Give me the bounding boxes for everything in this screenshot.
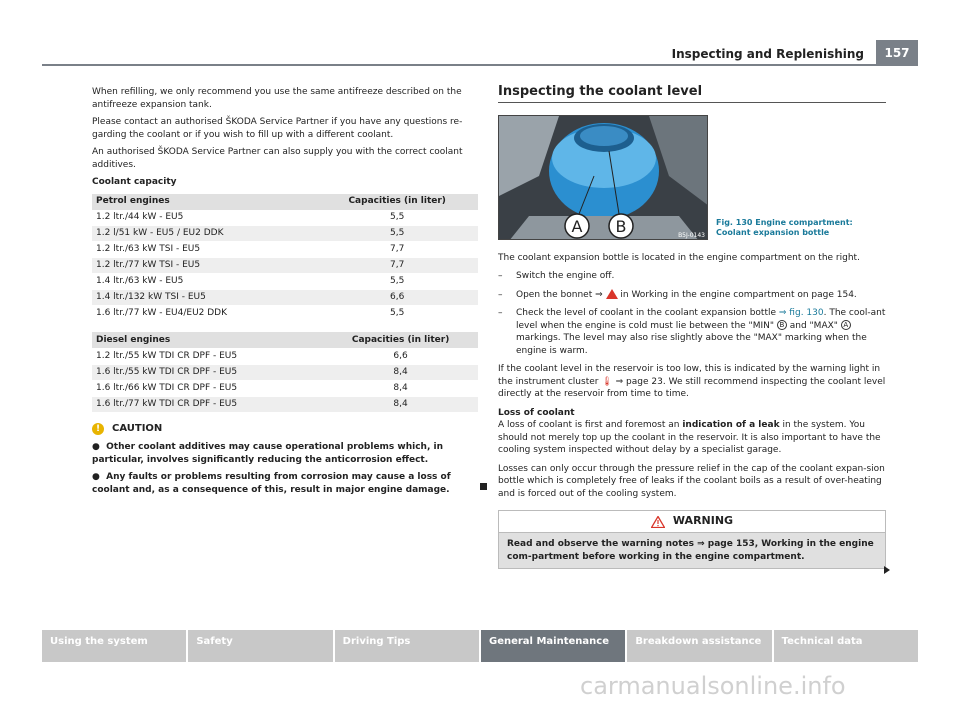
petrol-table: [92, 194, 478, 323]
paragraph: The coolant expansion bottle is located in the engine compartment on the right.: [498, 252, 860, 263]
callout-a-marker: A: [841, 320, 851, 330]
table-row: [92, 258, 478, 274]
warning-heading: [499, 511, 885, 533]
warning-box: [498, 510, 886, 569]
caution-heading: [92, 423, 478, 436]
figure-code: B5J-0143: [678, 231, 705, 239]
table-cell: 8,4: [319, 380, 478, 396]
list-item: – Open the bonnet ⇒ in Working in the engine compartment on page 154.: [498, 289, 857, 300]
tab-using-the-system[interactable]: Using the system: [42, 630, 186, 662]
caution-item: ● Other coolant additives may cause operational problems which, in particular, involves significantly reducing the anticorrosion effect.: [92, 442, 444, 465]
table-row: [92, 242, 478, 258]
table-header: Capacities (in liter): [319, 332, 478, 348]
left-column: [92, 86, 478, 501]
section-end-mark: [480, 483, 487, 490]
table-cell: 8,4: [319, 364, 478, 380]
paragraph: When refilling, we only recommend you use the same antifreeze described on the antifreeze expansion tank.: [92, 87, 462, 110]
page-header: [42, 40, 918, 66]
tab-breakdown-assistance[interactable]: Breakdown assistance: [627, 630, 771, 662]
list-item: – Check the level of coolant in the coolant expansion bottle ⇒ fig. 130. The cool-ant level when the engine is cold must lie between the "MIN" B and "MAX" A markings. The level may also rise slightly above the "MAX" marking when the engine is warm.: [498, 308, 886, 356]
engine-compartment-photo: [498, 115, 708, 240]
table-cell: 1.6 ltr./77 kW - EU4/EU2 DDK: [92, 306, 312, 322]
paragraph: Please contact an authorised ŠKODA Service Partner if you have any questions re-garding the coolant or if you wish to fill up with a different coolant.: [92, 117, 463, 140]
page-title: Inspecting and Replenishing: [671, 47, 864, 61]
warning-triangle-icon: [651, 516, 665, 528]
step-text: Switch the engine off.: [516, 271, 615, 281]
table-cell: 1.6 ltr./66 kW TDI CR DPF - EU5: [92, 380, 319, 396]
figure: [498, 115, 886, 240]
table-cell: 1.4 ltr./63 kW - EU5: [92, 274, 312, 290]
table-cell: 7,7: [312, 258, 478, 274]
table-row: [92, 306, 478, 322]
figure-link[interactable]: ⇒ fig. 130: [778, 308, 824, 318]
table-cell: 1.2 l/51 kW - EU5 / EU2 DDK: [92, 226, 312, 242]
paragraph: Losses can only occur through the pressure relief in the cap of the coolant expan-sion bottle which is completely free of leaks if the coolant boils as a result of over-heating and is forced out of the cooling system.: [498, 463, 885, 499]
table-row: [92, 396, 478, 412]
table-cell: 6,6: [319, 348, 478, 364]
table-header: Petrol engines: [92, 194, 312, 210]
step-text: Open the bonnet ⇒: [516, 289, 603, 300]
table-cell: 8,4: [319, 396, 478, 412]
footer-tabs: [42, 630, 918, 662]
table-cell: 7,7: [312, 242, 478, 258]
list-item: – Switch the engine off.: [498, 271, 615, 281]
table-cell: 1.2 ltr./63 kW TSI - EU5: [92, 242, 312, 258]
table-row: [92, 290, 478, 306]
table-cell: 5,5: [312, 274, 478, 290]
step-text: . The cool-ant level when the engine is cold must lie between the "MIN": [516, 308, 886, 331]
table-cell: 1.2 ltr./77 kW TSI - EU5: [92, 258, 312, 274]
table-cell: 1.2 ltr./44 kW - EU5: [92, 210, 312, 226]
coolant-capacity-title: Coolant capacity: [92, 177, 177, 187]
table-header: Capacities (in liter): [312, 194, 478, 210]
tab-general-maintenance[interactable]: General Maintenance: [481, 630, 625, 662]
caution-title: CAUTION: [112, 422, 163, 434]
table-cell: 5,5: [312, 210, 478, 226]
right-column: [498, 86, 886, 569]
diesel-table: [92, 332, 478, 413]
caution-text: Any faults or problems resulting from corrosion may cause a loss of coolant and, as a consequence of this, result in major engine damage.: [92, 472, 451, 495]
step-text: markings. The level may also rise slightly above the "MAX" marking when the engine is warm.: [516, 333, 867, 356]
table-cell: 6,6: [312, 290, 478, 306]
continue-arrow-icon: [884, 566, 890, 574]
exclamation-icon: !: [92, 423, 104, 435]
table-row: [92, 226, 478, 242]
coolant-warning-light-icon: 🌡: [601, 376, 613, 387]
warning-body: Read and observe the warning notes ⇒ page 153, Working in the engine com-partment before working in the engine compartment.: [499, 533, 885, 568]
table-cell: 5,5: [312, 306, 478, 322]
paragraph: A loss of coolant is first and foremost an indication of a leak in the system. You should not merely top up the coolant in the reservoir. It is also important to have the cooling system inspected without delay by a specialist garage.: [498, 420, 881, 455]
step-text: and "MAX": [789, 320, 838, 331]
section-title: Inspecting the coolant level: [498, 86, 886, 103]
tab-safety[interactable]: Safety: [188, 630, 332, 662]
table-row: [92, 210, 478, 226]
tab-driving-tips[interactable]: Driving Tips: [335, 630, 479, 662]
table-row: [92, 348, 478, 364]
table-row: [92, 364, 478, 380]
caution-item: ● Any faults or problems resulting from corrosion may cause a loss of coolant and, as a consequence of this, result in major engine damage.: [92, 472, 451, 495]
table-row: [92, 380, 478, 396]
watermark: carmanualsonline.info: [580, 672, 846, 700]
figure-caption: Fig. 130 Engine compartment: Coolant expansion bottle: [716, 217, 853, 237]
table-row: [92, 274, 478, 290]
table-cell: 1.6 ltr./77 kW TDI CR DPF - EU5: [92, 396, 319, 412]
table-cell: 5,5: [312, 226, 478, 242]
page-number: 157: [876, 40, 918, 66]
table-cell: 1.2 ltr./55 kW TDI CR DPF - EU5: [92, 348, 319, 364]
warning-triangle-icon: [606, 289, 618, 299]
callout-b: B: [615, 216, 627, 236]
step-text: Check the level of coolant in the coolant expansion bottle: [516, 308, 777, 318]
table-cell: 1.6 ltr./55 kW TDI CR DPF - EU5: [92, 364, 319, 380]
paragraph: An authorised ŠKODA Service Partner can also supply you with the correct coolant additives.: [92, 147, 463, 170]
step-text: in Working in the engine compartment on page 154.: [620, 289, 857, 300]
warning-title: WARNING: [672, 514, 734, 528]
paragraph: If the coolant level in the reservoir is too low, this is indicated by the warning light in the instrument cluster 🌡 ⇒ page 23. We still recommend inspecting the coolant level directly at the reservoir from time to time.: [498, 364, 886, 399]
callout-a: A: [571, 216, 583, 236]
table-cell: 1.4 ltr./132 kW TSI - EU5: [92, 290, 312, 306]
engine-illustration: [499, 116, 708, 240]
callout-b-marker: B: [777, 320, 787, 330]
caution-text: Other coolant additives may cause operational problems which, in particular, involves significantly reducing the anticorrosion effect.: [92, 442, 444, 465]
loss-of-coolant-title: Loss of coolant: [498, 407, 575, 418]
tab-technical-data[interactable]: Technical data: [774, 630, 918, 662]
table-header: Diesel engines: [92, 332, 319, 348]
